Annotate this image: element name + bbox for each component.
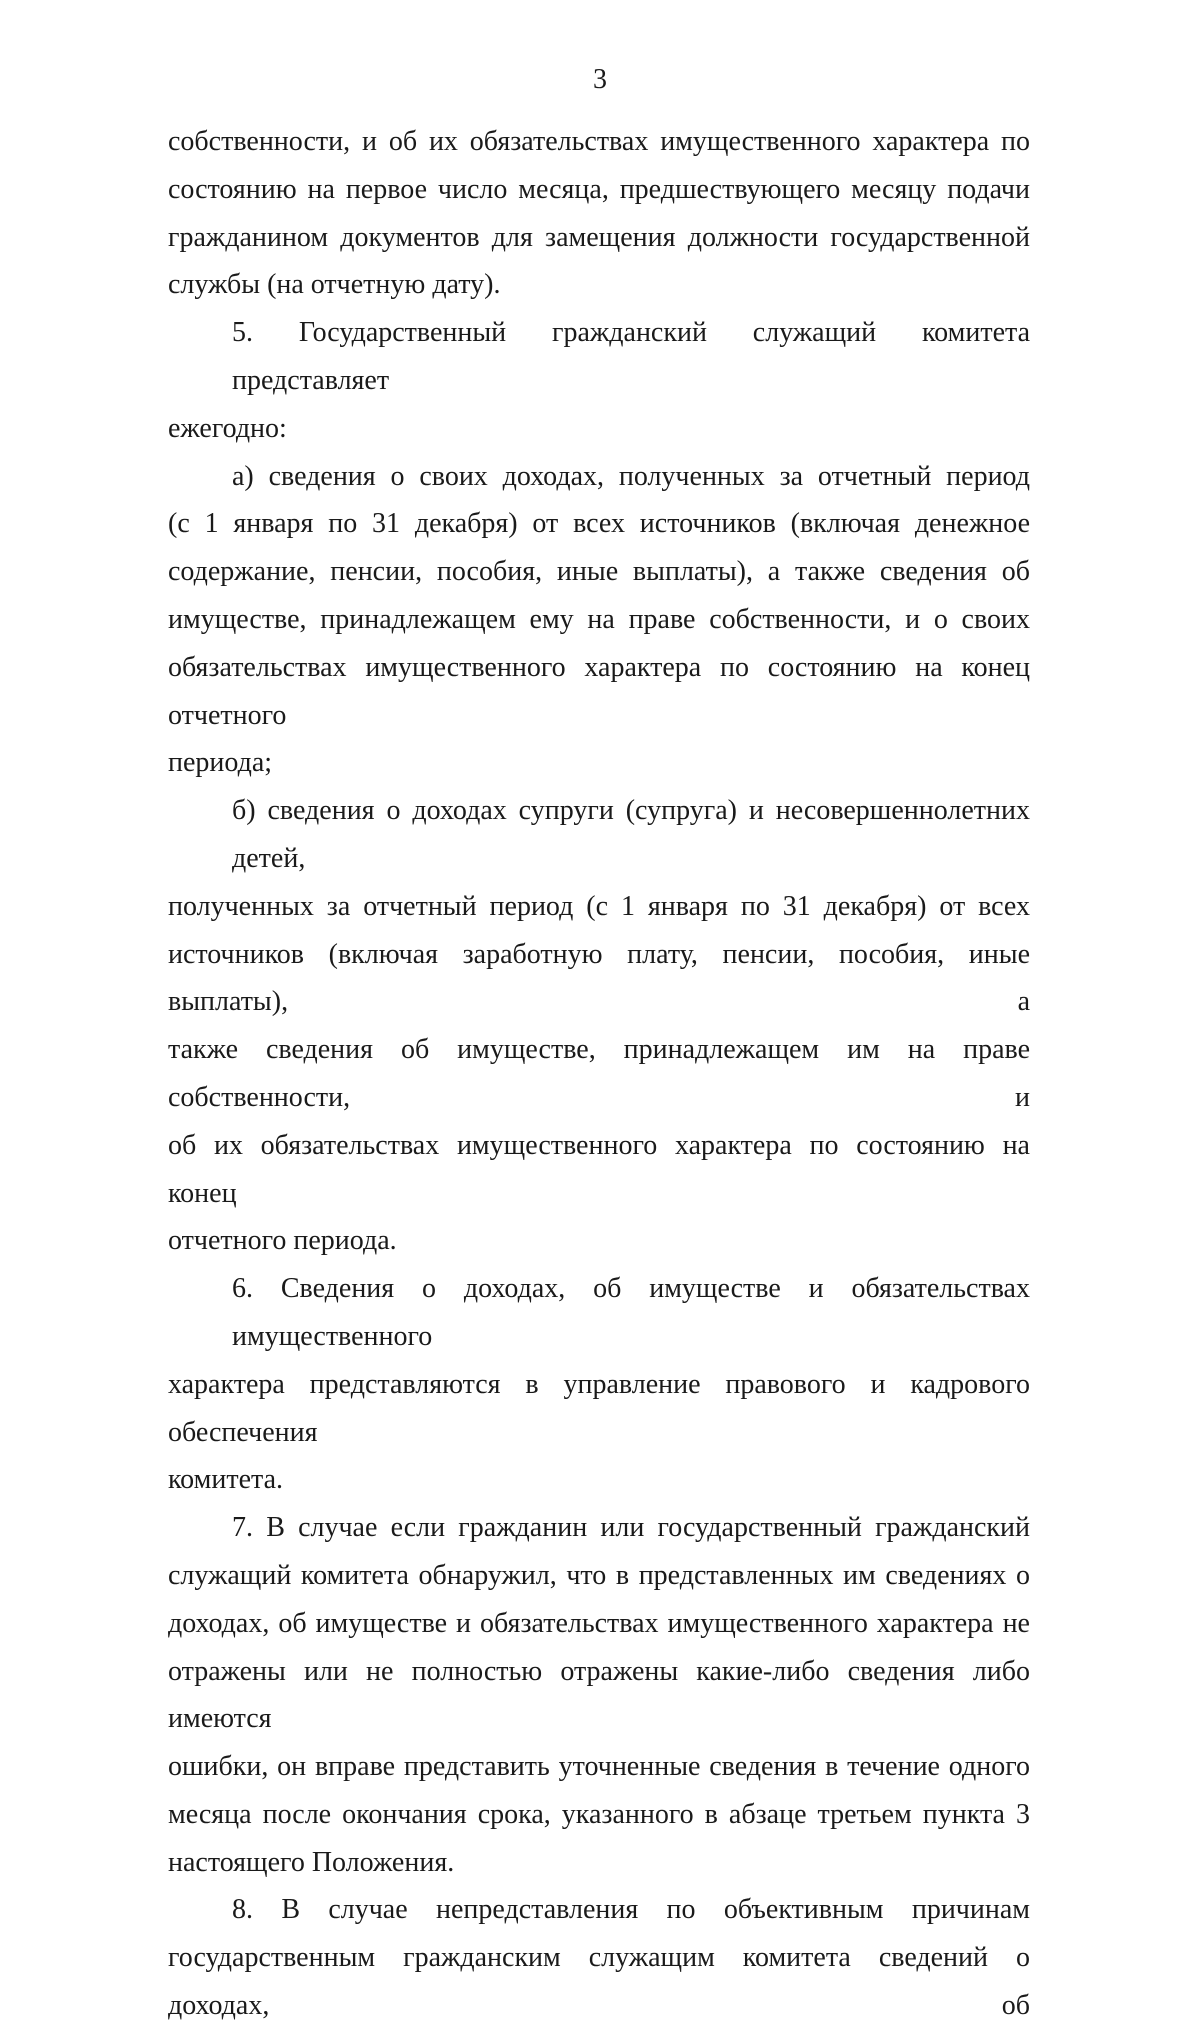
paragraph-subitem-a <box>168 453 1030 788</box>
text-line: а) сведения о своих доходах, полученных за отчетный период <box>232 460 1030 492</box>
paragraph-item-8 <box>168 1886 1030 2029</box>
text-line: комитета. <box>168 1464 284 1496</box>
text-line: 7. В случае если гражданин или государственный гражданский <box>232 1512 1030 1544</box>
text-line: 8. В случае непредставления по объективным причинам <box>232 1894 1030 1926</box>
text-line: также сведения об имуществе, принадлежащем им на праве собственности, и <box>168 1034 1030 1113</box>
text-line: периода; <box>168 747 273 779</box>
text-line: источников (включая заработную плату, пенсии, пособия, иные выплаты), а <box>168 938 1030 1018</box>
text-line: состоянию на первое число месяца, предшествующего месяцу подачи <box>168 173 1030 205</box>
text-line: доходах, об имуществе и обязательствах имущественного характера не <box>168 1607 1030 1639</box>
text-line: ежегодно: <box>168 412 287 444</box>
text-line: отражены или не полностью отражены какие-либо сведения либо имеются <box>168 1655 1030 1735</box>
text-line: имуществе, принадлежащем ему на праве собственности, и о своих <box>168 603 1030 635</box>
paragraph-item-7 <box>168 1504 1030 1886</box>
paragraph-subitem-b <box>168 787 1030 1265</box>
text-line: полученных за отчетный период (с 1 января по 31 декабря) от всех <box>168 890 1030 922</box>
paragraph-item-5 <box>168 309 1030 452</box>
paragraph-item-6 <box>168 1265 1030 1504</box>
text-line: гражданином документов для замещения должности государственной <box>168 221 1030 253</box>
text-line: содержание, пенсии, пособия, иные выплаты), а также сведения об <box>168 556 1030 588</box>
text-line: собственности, и об их обязательствах имущественного характера по <box>168 126 1030 157</box>
text-line: отчетного периода. <box>168 1225 397 1257</box>
text-line: ошибки, он вправе представить уточненные сведения в течение одного <box>168 1751 1030 1783</box>
text-line: (с 1 января по 31 декабря) от всех источников (включая денежное <box>168 508 1030 540</box>
text-line: 6. Сведения о доходах, об имуществе и обязательствах имущественного <box>232 1273 1030 1352</box>
text-line: службы (на отчетную дату). <box>168 269 501 301</box>
text-line: государственным гражданским служащим комитета сведений о доходах, об <box>168 1942 1030 2022</box>
document-body <box>168 118 1030 2030</box>
text-line: настоящего Положения. <box>168 1846 455 1878</box>
text-line: обязательствах имущественного характера по состоянию на конец отчетного <box>168 651 1030 731</box>
text-line: характера представляются в управление правового и кадрового обеспечения <box>168 1368 1030 1448</box>
text-line: месяца после окончания срока, указанного в абзаце третьем пункта 3 <box>168 1798 1030 1830</box>
text-line: служащий комитета обнаружил, что в представленных им сведениях о <box>168 1559 1030 1591</box>
paragraph-continuation <box>168 118 1030 309</box>
text-line: 5. Государственный гражданский служащий комитета представляет <box>232 317 1030 396</box>
text-line: б) сведения о доходах супруги (супруга) и несовершеннолетних детей, <box>232 795 1030 874</box>
page-number: 3 <box>593 64 607 95</box>
text-line: об их обязательствах имущественного характера по состоянию на конец <box>168 1129 1030 1209</box>
